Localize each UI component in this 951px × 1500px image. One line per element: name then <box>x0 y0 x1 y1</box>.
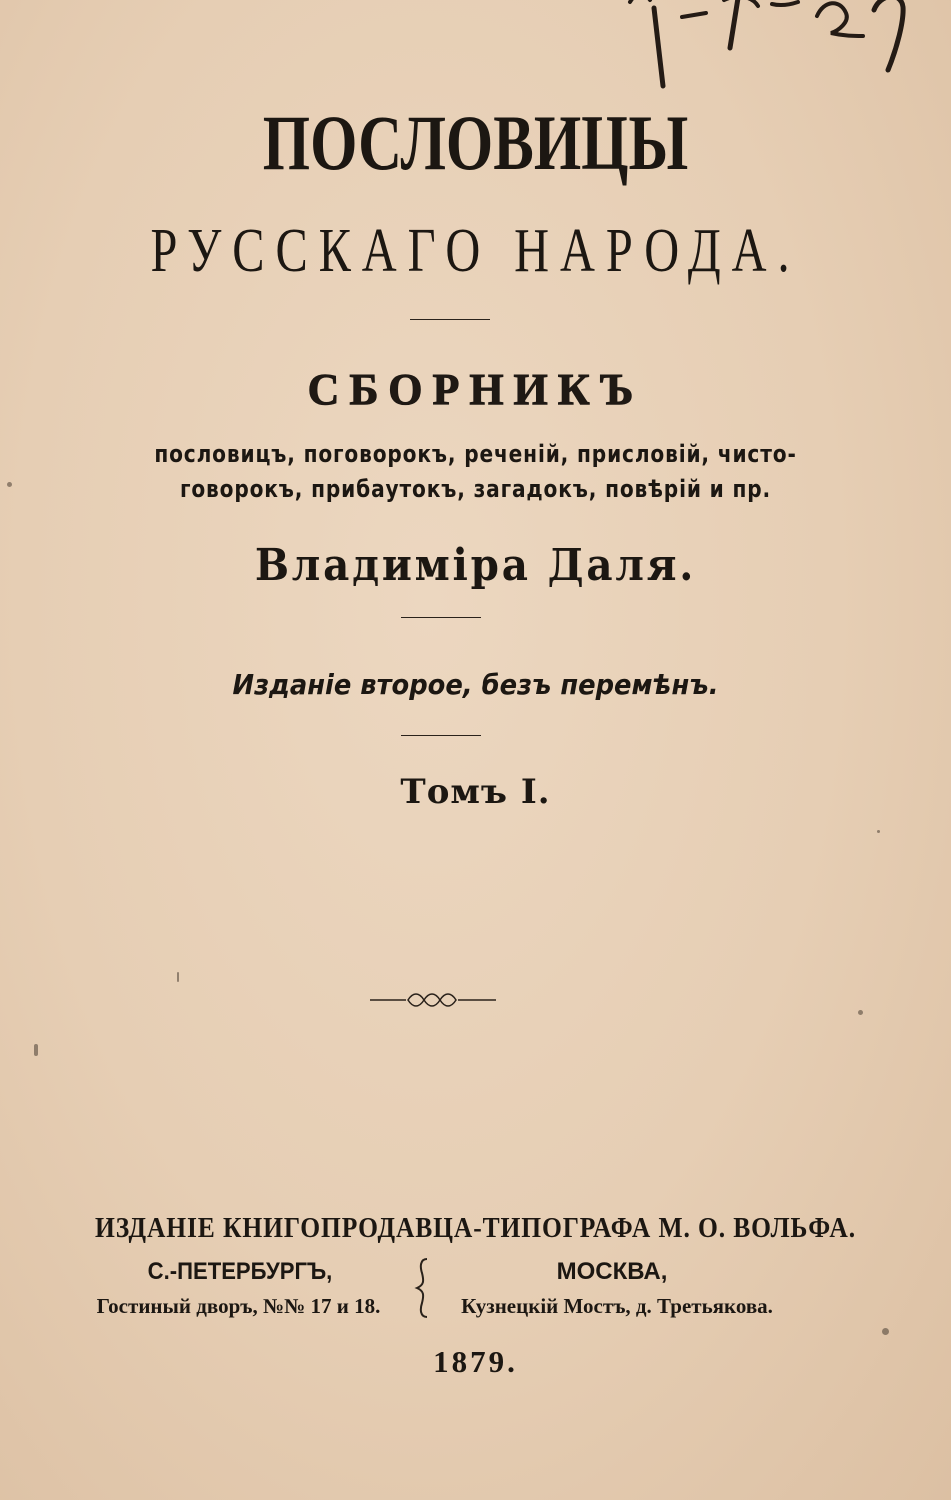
author-name: Владиміра Даля. <box>254 540 697 591</box>
book-subtitle: РУССКАГО НАРОДА. <box>150 217 801 285</box>
handwritten-shelfmark-icon <box>612 0 932 92</box>
left-address: Гостиный дворъ, №№ 17 и 18. <box>96 1294 381 1318</box>
collection-description-line-2: говорокъ, прибаутокъ, загадокъ, повѣрій и пр. <box>179 475 772 503</box>
right-city: МОСКВА, <box>556 1258 668 1285</box>
publication-year: 1879. <box>433 1344 518 1379</box>
fleuron-divider-icon <box>370 990 498 1010</box>
paper-speck <box>882 1328 889 1335</box>
left-city: С.-ПЕТЕРБУРГЪ, <box>147 1258 333 1285</box>
curly-brace-divider-icon <box>414 1257 438 1319</box>
right-address: Кузнецкій Мостъ, д. Третьякова. <box>461 1294 773 1318</box>
paper-speck <box>34 1044 38 1056</box>
title-rule <box>410 319 490 320</box>
collection-description-line-1: пословицъ, поговорокъ, реченій, присловій, чисто- <box>154 440 797 468</box>
paper-speck <box>177 972 179 982</box>
book-title: ПОСЛОВИЦЫ <box>262 99 689 186</box>
author-rule <box>401 617 481 618</box>
publisher-line: ИЗДАНІЕ КНИГОПРОДАВЦА-ТИПОГРАФА М. О. ВОЛЬФА. <box>94 1212 856 1244</box>
paper-speck <box>858 1010 863 1015</box>
volume-label: Томъ I. <box>400 772 551 812</box>
collection-heading: СБОРНИКЪ <box>307 365 644 414</box>
edition-rule <box>401 735 481 736</box>
paper-speck <box>7 482 12 487</box>
edition-text: Изданіе второе, безъ перемѣнъ. <box>232 668 719 701</box>
paper-speck <box>877 830 880 833</box>
